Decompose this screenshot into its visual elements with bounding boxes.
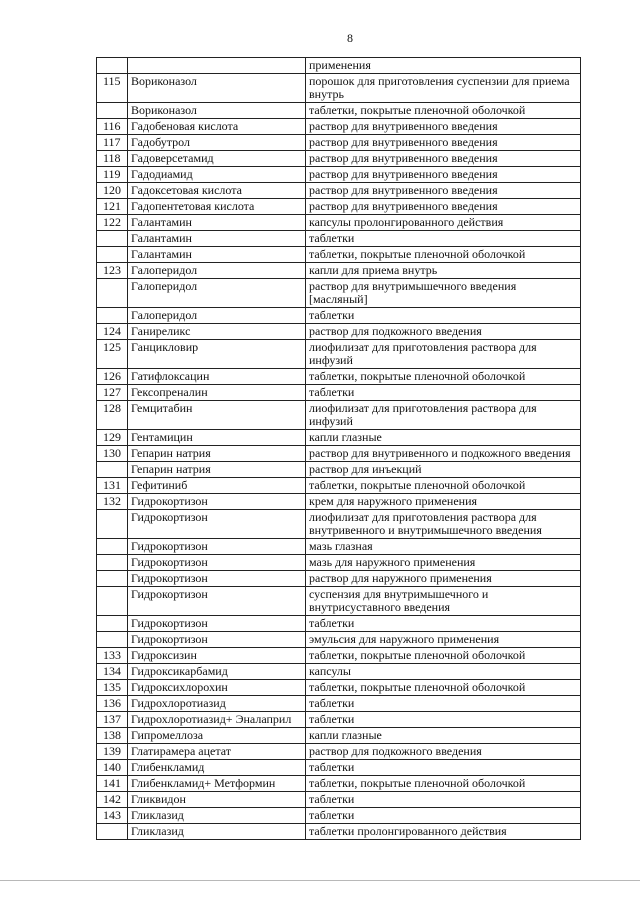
drug-name-cell: Ганцикловир [128,340,306,369]
drug-name-cell: Гатифлоксацин [128,369,306,385]
dosage-form-cell: раствор для внутривенного введения [306,151,581,167]
drug-name-cell: Гидрокортизон [128,571,306,587]
dosage-form-cell: таблетки [306,616,581,632]
row-number-cell [97,616,128,632]
row-number-cell: 115 [97,74,128,103]
table-row [97,510,581,539]
dosage-form-cell: таблетки, покрытые пленочной оболочкой [306,680,581,696]
table-row [97,167,581,183]
dosage-form-cell: таблетки пролонгированного действия [306,824,581,840]
row-number-cell [97,231,128,247]
table-row [97,539,581,555]
dosage-form-cell: раствор для внутривенного и подкожного введения [306,446,581,462]
drug-name-cell: Гликлазид [128,808,306,824]
dosage-form-cell: лиофилизат для приготовления раствора для внутривенного и внутримышечного введения [306,510,581,539]
dosage-form-cell: капли глазные [306,430,581,446]
dosage-form-cell: раствор для подкожного введения [306,744,581,760]
dosage-form-cell: таблетки [306,760,581,776]
drug-name-cell: Гадобутрол [128,135,306,151]
table-row [97,571,581,587]
dosage-form-cell: таблетки [306,231,581,247]
table-row [97,74,581,103]
table-row [97,135,581,151]
drug-name-cell: Галоперидол [128,263,306,279]
drug-name-cell: Галантамин [128,247,306,263]
dosage-form-cell: крем для наружного применения [306,494,581,510]
table-row [97,632,581,648]
row-number-cell: 129 [97,430,128,446]
drug-name-cell [128,58,306,74]
page-bottom-rule [0,880,640,881]
page-number: 8 [347,31,353,45]
table-row [97,776,581,792]
row-number-cell [97,103,128,119]
drug-list-table [96,57,581,840]
dosage-form-cell: раствор для внутривенного введения [306,183,581,199]
dosage-form-cell: лиофилизат для приготовления раствора для инфузий [306,401,581,430]
dosage-form-cell: таблетки [306,308,581,324]
dosage-form-cell: раствор для внутримышечного введения [масляный] [306,279,581,308]
drug-name-cell: Вориконазол [128,74,306,103]
dosage-form-cell: порошок для приготовления суспензии для приема внутрь [306,74,581,103]
table-row [97,279,581,308]
drug-name-cell: Ганиреликс [128,324,306,340]
row-number-cell: 136 [97,696,128,712]
drug-name-cell: Глатирамера ацетат [128,744,306,760]
dosage-form-cell: таблетки [306,792,581,808]
row-number-cell: 139 [97,744,128,760]
row-number-cell: 119 [97,167,128,183]
drug-name-cell: Гидроксихлорохин [128,680,306,696]
drug-name-cell: Гадопентетовая кислота [128,199,306,215]
table-row [97,324,581,340]
dosage-form-cell: капли для приема внутрь [306,263,581,279]
drug-name-cell: Гидрокортизон [128,632,306,648]
dosage-form-cell: мазь для наружного применения [306,555,581,571]
drug-name-cell: Гепарин натрия [128,462,306,478]
dosage-form-cell: эмульсия для наружного применения [306,632,581,648]
drug-name-cell: Галоперидол [128,308,306,324]
drug-name-cell: Гидрокортизон [128,587,306,616]
row-number-cell: 123 [97,263,128,279]
table-row [97,103,581,119]
drug-name-cell: Вориконазол [128,103,306,119]
drug-name-cell: Галоперидол [128,279,306,308]
drug-name-cell: Гадоксетовая кислота [128,183,306,199]
row-number-cell: 118 [97,151,128,167]
dosage-form-cell: раствор для внутривенного введения [306,199,581,215]
table-row [97,792,581,808]
row-number-cell: 133 [97,648,128,664]
row-number-cell [97,632,128,648]
dosage-form-cell: применения [306,58,581,74]
table-row [97,555,581,571]
drug-name-cell: Гидрокортизон [128,494,306,510]
dosage-form-cell: таблетки, покрытые пленочной оболочкой [306,776,581,792]
table-row [97,462,581,478]
row-number-cell: 124 [97,324,128,340]
dosage-form-cell: раствор для инъекций [306,462,581,478]
row-number-cell: 131 [97,478,128,494]
table-row [97,616,581,632]
table-row [97,183,581,199]
dosage-form-cell: таблетки, покрытые пленочной оболочкой [306,478,581,494]
table-row [97,760,581,776]
table-row [97,680,581,696]
row-number-cell [97,247,128,263]
row-number-cell: 120 [97,183,128,199]
table-body [97,58,581,840]
row-number-cell [97,587,128,616]
row-number-cell [97,58,128,74]
table-row [97,494,581,510]
row-number-cell: 140 [97,760,128,776]
dosage-form-cell: таблетки [306,712,581,728]
table-row [97,369,581,385]
row-number-cell [97,539,128,555]
drug-name-cell: Гидрокортизон [128,510,306,539]
drug-name-cell: Глибенкламид+ Метформин [128,776,306,792]
drug-name-cell: Гидрокортизон [128,539,306,555]
row-number-cell: 125 [97,340,128,369]
table-row [97,58,581,74]
drug-name-cell: Гентамицин [128,430,306,446]
dosage-form-cell: раствор для внутривенного введения [306,167,581,183]
row-number-cell: 127 [97,385,128,401]
row-number-cell: 121 [97,199,128,215]
drug-name-cell: Гидрохлоротиазид+ Эналаприл [128,712,306,728]
dosage-form-cell: капсулы пролонгированного действия [306,215,581,231]
row-number-cell: 116 [97,119,128,135]
row-number-cell [97,824,128,840]
drug-name-cell: Гидрокортизон [128,555,306,571]
table-row [97,728,581,744]
dosage-form-cell: суспензия для внутримышечного и внутрисуставного введения [306,587,581,616]
dosage-form-cell: таблетки [306,385,581,401]
drug-name-cell: Гемцитабин [128,401,306,430]
drug-name-cell: Гидроксизин [128,648,306,664]
dosage-form-cell: раствор для внутривенного введения [306,119,581,135]
dosage-form-cell: таблетки, покрытые пленочной оболочкой [306,103,581,119]
table-row [97,744,581,760]
table-row [97,430,581,446]
table-row [97,478,581,494]
drug-name-cell: Гипромеллоза [128,728,306,744]
drug-name-cell: Гепарин натрия [128,446,306,462]
drug-name-cell: Галантамин [128,231,306,247]
row-number-cell: 138 [97,728,128,744]
row-number-cell: 142 [97,792,128,808]
drug-name-cell: Гидрокортизон [128,616,306,632]
row-number-cell [97,555,128,571]
row-number-cell: 128 [97,401,128,430]
dosage-form-cell: капсулы [306,664,581,680]
drug-name-cell: Гликвидон [128,792,306,808]
row-number-cell: 130 [97,446,128,462]
dosage-form-cell: капли глазные [306,728,581,744]
row-number-cell: 134 [97,664,128,680]
table-row [97,648,581,664]
table-row [97,446,581,462]
table-row [97,824,581,840]
table-row [97,308,581,324]
row-number-cell: 135 [97,680,128,696]
row-number-cell: 117 [97,135,128,151]
drug-name-cell: Гадобеновая кислота [128,119,306,135]
dosage-form-cell: раствор для наружного применения [306,571,581,587]
row-number-cell: 126 [97,369,128,385]
table-row [97,263,581,279]
drug-name-cell: Гефитиниб [128,478,306,494]
table-row [97,215,581,231]
dosage-form-cell: таблетки [306,696,581,712]
row-number-cell [97,571,128,587]
table-row [97,199,581,215]
row-number-cell: 143 [97,808,128,824]
drug-name-cell: Гидрохлоротиазид [128,696,306,712]
table-row [97,231,581,247]
table-row [97,119,581,135]
row-number-cell [97,279,128,308]
row-number-cell: 141 [97,776,128,792]
row-number-cell [97,462,128,478]
row-number-cell [97,308,128,324]
table-row [97,664,581,680]
table-row [97,808,581,824]
dosage-form-cell: таблетки [306,808,581,824]
drug-name-cell: Галантамин [128,215,306,231]
dosage-form-cell: лиофилизат для приготовления раствора для инфузий [306,340,581,369]
drug-name-cell: Гликлазид [128,824,306,840]
drug-name-cell: Гексопреналин [128,385,306,401]
dosage-form-cell: таблетки, покрытые пленочной оболочкой [306,369,581,385]
table-row [97,587,581,616]
drug-name-cell: Глибенкламид [128,760,306,776]
dosage-form-cell: таблетки, покрытые пленочной оболочкой [306,648,581,664]
dosage-form-cell: раствор для подкожного введения [306,324,581,340]
table-row [97,385,581,401]
table-row [97,401,581,430]
dosage-form-cell: раствор для внутривенного введения [306,135,581,151]
row-number-cell: 137 [97,712,128,728]
table-row [97,247,581,263]
row-number-cell: 122 [97,215,128,231]
drug-name-cell: Гидроксикарбамид [128,664,306,680]
table-row [97,151,581,167]
dosage-form-cell: таблетки, покрытые пленочной оболочкой [306,247,581,263]
table-row [97,696,581,712]
row-number-cell [97,510,128,539]
table-row [97,340,581,369]
table-row [97,712,581,728]
row-number-cell: 132 [97,494,128,510]
dosage-form-cell: мазь глазная [306,539,581,555]
drug-name-cell: Гадоверсетамид [128,151,306,167]
drug-name-cell: Гадодиамид [128,167,306,183]
